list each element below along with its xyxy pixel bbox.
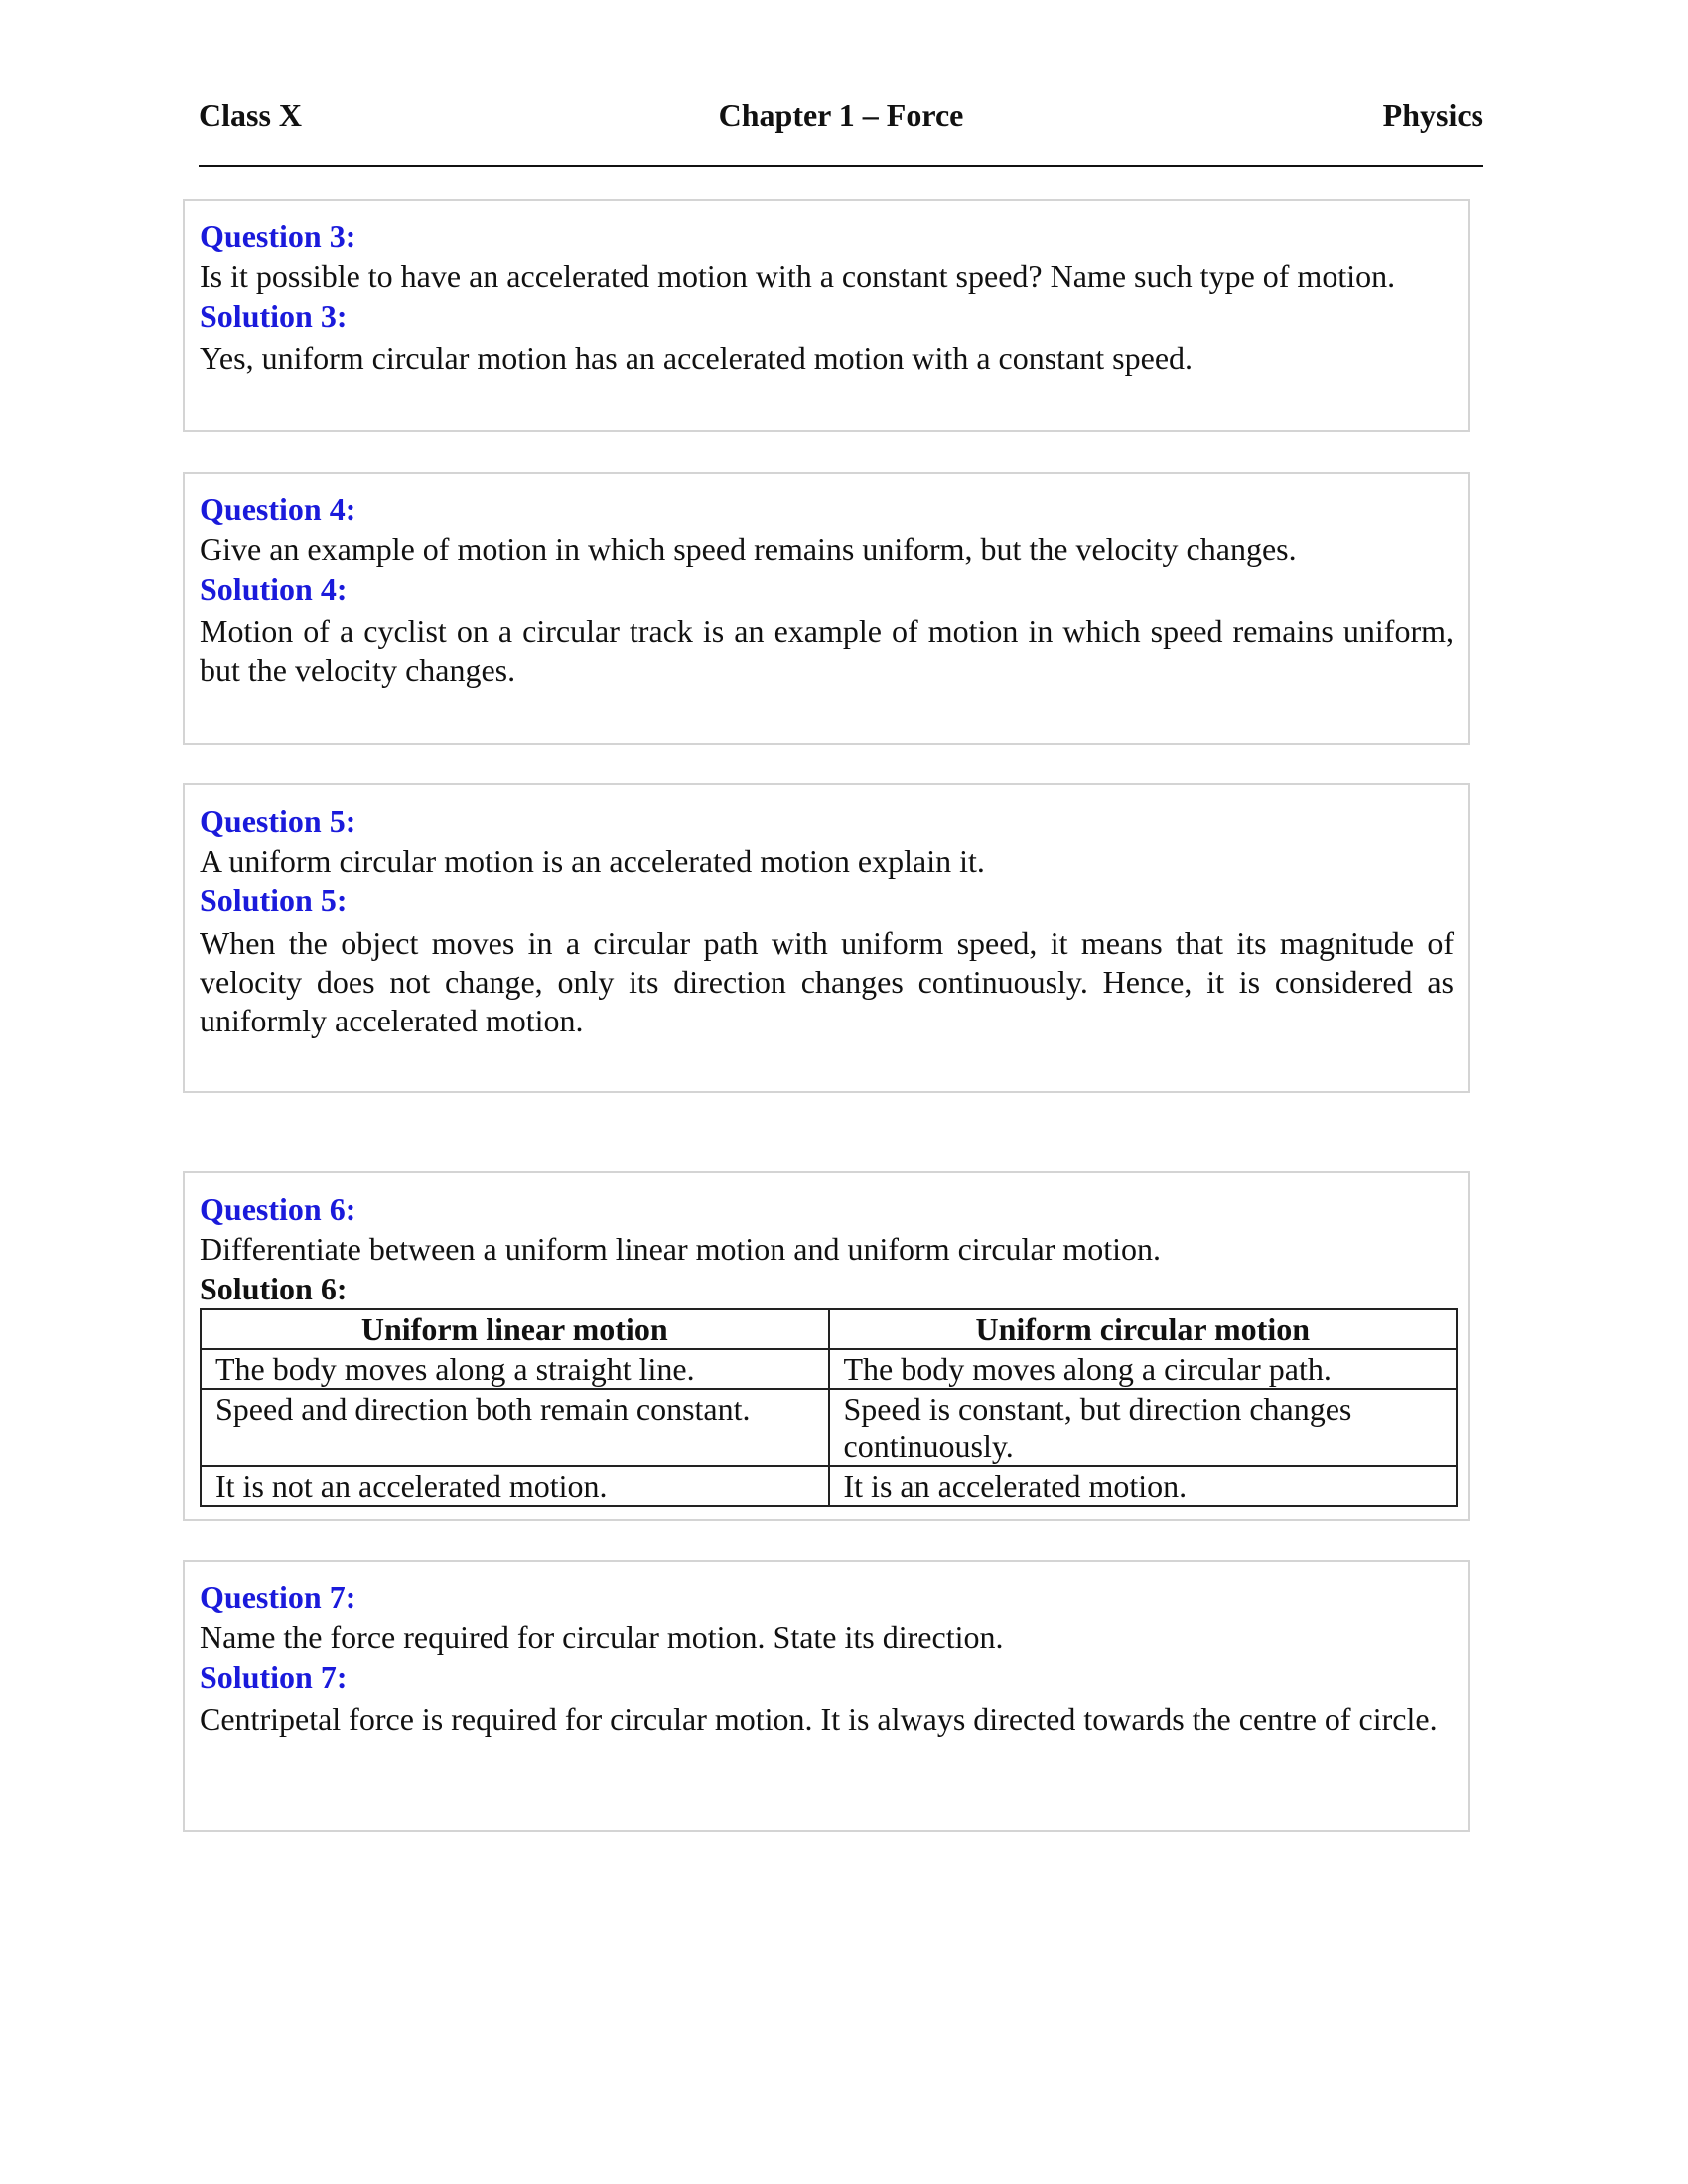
question-7-card (183, 1560, 1470, 1832)
table-row (201, 1466, 1457, 1506)
table-cell: It is an accelerated motion. (829, 1466, 1458, 1506)
table-row (201, 1349, 1457, 1389)
solution-5-text: When the object moves in a circular path with uniform speed, it means that its magnitude of velocity does not change, only its direction changes continuously. Hence, it is considered as uniformly accelerated motion. (200, 925, 1454, 1038)
table-header-row (201, 1309, 1457, 1349)
question-5-label: Question 5: (200, 803, 356, 839)
solution-4-label: Solution 4: (200, 571, 348, 607)
question-4-text: Give an example of motion in which speed remains uniform, but the velocity changes. (200, 531, 1297, 567)
question-6-card (183, 1171, 1470, 1521)
table-cell: It is not an accelerated motion. (201, 1466, 829, 1506)
solution-6-label: Solution 6: (200, 1271, 348, 1306)
question-4-card (183, 472, 1470, 745)
comparison-table (200, 1308, 1458, 1507)
table-cell: Speed is constant, but direction changes continuously. (829, 1389, 1458, 1466)
class-label: Class X (199, 97, 303, 133)
solution-7-label: Solution 7: (200, 1659, 348, 1695)
chapter-title: Chapter 1 – Force (718, 97, 964, 133)
header-divider (199, 165, 1483, 167)
table-header-linear: Uniform linear motion (201, 1309, 829, 1349)
page-header (199, 97, 1483, 145)
subject-label: Physics (1382, 97, 1483, 133)
table-cell: The body moves along a circular path. (829, 1349, 1458, 1389)
table-header-circular: Uniform circular motion (829, 1309, 1458, 1349)
question-3-text: Is it possible to have an accelerated motion with a constant speed? Name such type of motion. (200, 258, 1396, 294)
question-5-text: A uniform circular motion is an accelerated motion explain it. (200, 843, 985, 879)
question-6-text: Differentiate between a uniform linear motion and uniform circular motion. (200, 1231, 1161, 1267)
solution-5-label: Solution 5: (200, 883, 348, 918)
question-7-text: Name the force required for circular motion. State its direction. (200, 1619, 1004, 1655)
solution-4-text: Motion of a cyclist on a circular track is an example of motion in which speed remains uniform, but the velocity changes. (200, 614, 1454, 688)
table-cell: Speed and direction both remain constant. (201, 1389, 829, 1466)
question-4-label: Question 4: (200, 491, 356, 527)
question-5-card (183, 783, 1470, 1093)
question-7-label: Question 7: (200, 1579, 356, 1615)
solution-7-text: Centripetal force is required for circular motion. It is always directed towards the centre of circle. (200, 1702, 1438, 1737)
table-row (201, 1389, 1457, 1466)
question-6-label: Question 6: (200, 1191, 356, 1227)
question-3-label: Question 3: (200, 218, 356, 254)
solution-3-label: Solution 3: (200, 298, 348, 334)
question-3-card (183, 199, 1470, 432)
solution-3-text: Yes, uniform circular motion has an accelerated motion with a constant speed. (200, 341, 1194, 376)
table-cell: The body moves along a straight line. (201, 1349, 829, 1389)
